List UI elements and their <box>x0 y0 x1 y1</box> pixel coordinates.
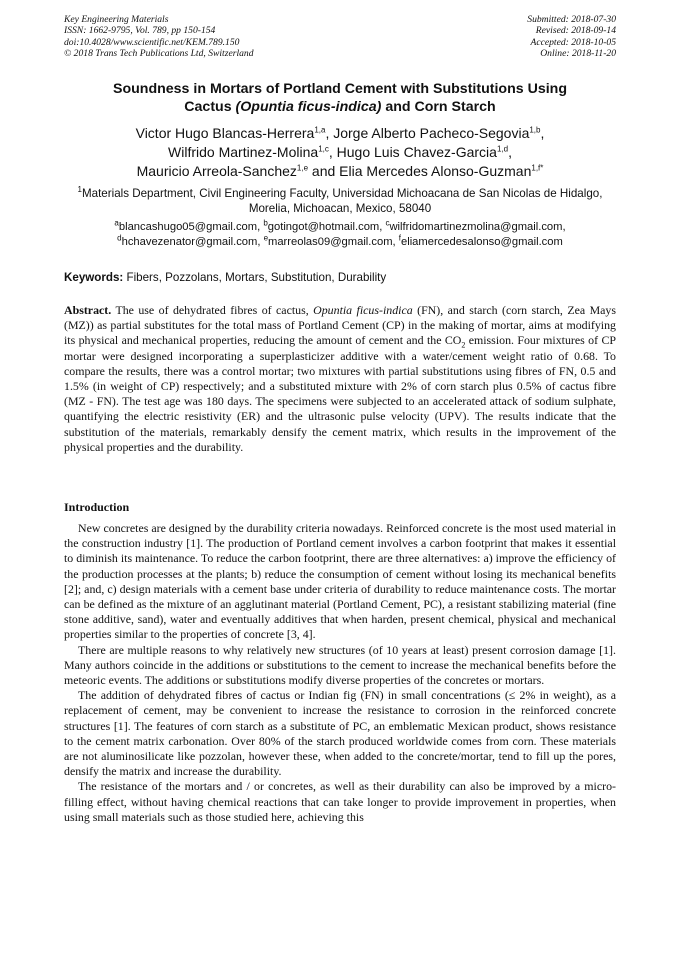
date-revised: Revised: 2018-09-14 <box>535 25 616 37</box>
date-online: Online: 2018-11-20 <box>540 48 616 60</box>
author-affil: 1,d <box>496 144 509 154</box>
author-name: Mauricio Arreola-Sanchez <box>136 163 297 179</box>
affiliation-marker: 1 <box>77 185 82 195</box>
submission-dates <box>527 14 616 60</box>
email-marker: b <box>263 218 268 228</box>
email-marker: f <box>398 233 401 243</box>
email-link[interactable]: gotingot@hotmail.com <box>267 221 380 233</box>
author-affil: 1,e <box>296 163 309 173</box>
email-sep: , <box>379 221 386 233</box>
keywords <box>64 270 616 285</box>
abstract-label: Abstract. <box>64 303 112 317</box>
author-affil: 1,c <box>318 144 329 154</box>
author-sep: , <box>540 125 545 141</box>
affiliation <box>64 186 616 216</box>
email-link[interactable]: marreolas09@gmail.com <box>268 236 393 248</box>
affiliation-text: Materials Department, Civil Engineering Faculty, Universidad Michoacana de San Nicolas de Hidalgo, Morelia, Michoacan, Mexico, 58040 <box>81 187 603 215</box>
journal-issn: ISSN: 1662-9795, Vol. 789, pp 150-154 <box>64 25 216 37</box>
keywords-text: Fibers, Pozzolans, Mortars, Substitution, Durability <box>123 271 387 284</box>
author-name: Jorge Alberto Pacheco-Segovia <box>333 125 530 141</box>
journal-info <box>64 14 254 60</box>
keywords-label: Keywords: <box>64 271 124 284</box>
date-accepted: Accepted: 2018-10-05 <box>530 36 616 48</box>
author-affil: 1,a <box>314 125 326 135</box>
introduction-body <box>64 521 616 825</box>
email-marker: a <box>114 218 119 228</box>
paragraph: There are multiple reasons to why relatively new structures (of 10 years at least) present corrosion damage [1]. Many authors coincide in the additions or substitutions to the cement to increase the mechanical benefits before the meteoric events. The additions or substitutions modify diverse properties of the concretes or mortars. <box>64 642 616 688</box>
paper-title <box>64 80 616 116</box>
title-part-2: Cactus <box>184 99 236 115</box>
author-sep: , <box>325 125 334 141</box>
email-link[interactable]: hchavezenator@gmail.com <box>121 236 258 248</box>
email-marker: c <box>385 218 390 228</box>
paragraph: New concretes are designed by the durability criteria nowadays. Reinforced concrete is the most used material in the construction industry [1]. The production of Portland cement involves a carbon footprint that makes it essential to diminish its maintenance. To reduce the carbon footprint, there are three alternatives: a) improve the efficiency of the production processes at the plants; b) reduce the consumption of cement without losing its mechanical benefits [2]; and, c) design materials with a cement base under criteria of durability to reduce maintenance costs. The mortar can be defined as the mixture of an agglutinant material (Portland Cement, PC), a resistant stabilizing material (fine stone additive, sand), water and eventually additives that when harden, present chemical, physical and mechanical properties similar to the properties of concrete [3, 4]. <box>64 521 616 642</box>
journal-copyright: © 2018 Trans Tech Publications Ltd, Switzerland <box>64 48 254 60</box>
author-name: Elia Mercedes Alonso-Guzman <box>339 163 532 179</box>
author-sep: , <box>508 144 512 160</box>
author-emails <box>64 220 616 250</box>
abstract-text: emission. Four mixtures of CP mortar were designed incorporating a superplasticizer additive with a water/cement weight ratio of 0.68. To compare the results, there was a control mortar; two mixtures with partial substitutions using fibres of FN, 0.5 and 1.5% (in weight of CP) respectively; and a substituted mixture with 2% of corn starch plus 0.5% of cactus fibre (MZ - FN). The test age was 180 days. The specimens were subjected to an accelerated attack of sodium sulphate, quantifying the electric resistivity (ER) and the ultrasonic pulse velocity (UPV). The results indicate that the substitution of the materials, remarkably densify the cement matrix, which results in the improvement of the physical properties and the durability. <box>64 333 616 454</box>
author-sep: and <box>308 163 340 179</box>
author-sep: , <box>328 144 337 160</box>
abstract <box>64 303 616 455</box>
section-heading-introduction: Introduction <box>64 500 130 514</box>
journal-name: Key Engineering Materials <box>64 14 169 25</box>
email-marker: e <box>263 233 269 243</box>
abstract-text: (FN), and starch (corn starch, Zea Mays (MZ)) as partial substitutes for the total mass of Portland Cement (CP) in the making of mortar, aims at modifying its physical and mechanical properties, reducing the amount of cement and the CO <box>64 303 616 348</box>
author-affil: 1,f* <box>531 163 544 173</box>
title-part-3: and Corn Starch <box>381 99 496 115</box>
abstract-species: Opuntia ficus-indica <box>313 303 413 317</box>
abstract-text: The use of dehydrated fibres of cactus, <box>111 303 314 317</box>
email-sep: , <box>257 221 264 233</box>
email-sep: , <box>257 236 264 248</box>
journal-doi: doi:10.4028/www.scientific.net/KEM.789.150 <box>64 36 240 48</box>
email-marker: d <box>117 233 122 243</box>
title-species: (Opuntia ficus-indica) <box>235 99 382 115</box>
author-name: Victor Hugo Blancas-Herrera <box>135 125 315 141</box>
author-list <box>64 124 616 181</box>
email-sep: , <box>562 221 566 233</box>
email-sep: , <box>392 236 399 248</box>
title-line-1: Soundness in Mortars of Portland Cement with Substitutions Using <box>112 81 567 97</box>
paragraph: The addition of dehydrated fibres of cactus or Indian fig (FN) in small concentrations (≤ 2% in weight), as a replacement of cement, may be convenient to increase the resistance to corrosion in the reinforced concrete structures [1]. The features of corn starch as a substitute of PC, an emblematic Mexican product, shows resistance to the cement matrix carbonation. Over 80% of the starch produced worldwide comes from corn. These materials are not aluminosilicate like pozzolan, however these, when added to the concrete/mortar, tend to fill up the pores, densify the matrix and increase the durability. <box>64 688 616 779</box>
author-affil: 1,b <box>529 125 541 135</box>
author-name: Hugo Luis Chavez-Garcia <box>336 144 497 160</box>
author-name: Wilfrido Martinez-Molina <box>168 144 319 160</box>
paragraph: The resistance of the mortars and / or concretes, as well as their durability can also be improved by a micro-filling effect, without having chemical reactions that can take longer to provide improvement in properties, when using small materials such as those studied here, achieving this <box>64 779 616 824</box>
email-link[interactable]: eliamercedesalonso@gmail.com <box>400 236 563 248</box>
date-submitted: Submitted: 2018-07-30 <box>527 14 616 25</box>
abstract-subscript: 2 <box>461 340 466 350</box>
email-link[interactable]: wilfridomartinezmolina@gmail.com <box>389 221 563 233</box>
email-link[interactable]: blancashugo05@gmail.com <box>118 221 258 233</box>
